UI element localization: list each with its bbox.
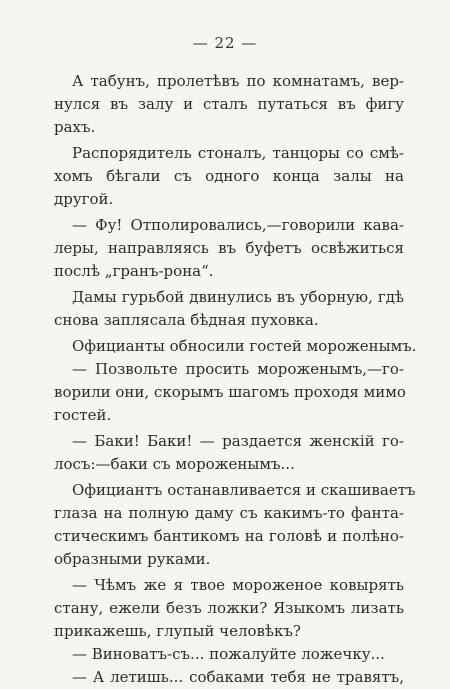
text-line: нулся въ залу и сталъ путаться въ фигу [54, 95, 404, 113]
text-line: — Позвольте просить мороженымъ,—го- [72, 360, 404, 378]
text-line: образными руками. [54, 550, 211, 568]
text-line: — Виноватъ-съ... пожалуйте ложечку... [72, 645, 385, 663]
text-line: стану, ежели безъ ложки? Языкомъ лизать [54, 599, 404, 617]
page-number: — 22 — [192, 34, 258, 52]
text-line: рахъ. [54, 118, 96, 136]
paragraph-6 [54, 430, 404, 476]
text-line: Дамы гурьбой двинулись въ уборную, гдѣ [72, 288, 404, 306]
text-line: Распорядитель стоналъ, танцоры со смѣ- [72, 144, 404, 162]
text-line: другой. [54, 190, 114, 208]
paragraph-8 [54, 574, 404, 689]
text-line: А табунъ, пролетѣвъ по комнатамъ, вер- [72, 72, 404, 90]
text-line: гостей. [54, 406, 112, 424]
text-line: послѣ „гранъ-рона“. [54, 262, 214, 280]
paragraph-5 [54, 335, 417, 427]
text-line: глаза на полную даму съ какимъ-то фанта- [54, 504, 404, 522]
text-line: — А летишь... собаками тебя не травятъ, [72, 668, 404, 686]
paragraph-2 [54, 142, 404, 211]
text-line: — Чѣмъ же я твое мороженое ковырять [72, 576, 404, 594]
text-line: леры, направляясь въ буфетъ освѣжиться [54, 239, 404, 257]
paragraph-1 [54, 70, 404, 139]
paragraph-7 [54, 479, 416, 571]
page-text [54, 70, 417, 689]
text-line: лосъ:—баки съ мороженымъ... [54, 455, 295, 473]
paragraph-4 [54, 286, 404, 332]
text-line: Официанты обносили гостей мороженымъ. [72, 337, 417, 355]
text-line: хомъ бѣгали съ одного конца залы на [54, 167, 404, 185]
text-line: стическимъ бантикомъ на головѣ и полѣно- [54, 527, 404, 545]
text-line: прикажешь, глупый человѣкъ? [54, 622, 301, 640]
text-line: — Фу! Отполировались,—говорили кава- [72, 216, 404, 234]
paragraph-3 [54, 214, 404, 283]
text-line: снова заплясала бѣдная пуховка. [54, 311, 319, 329]
text-line: ворили они, скорымъ шагомъ проходя мимо [54, 383, 406, 401]
text-line: — Баки! Баки! — раздается женскій го- [72, 432, 404, 450]
text-line: Официантъ останавливается и скашиваетъ [72, 481, 416, 499]
